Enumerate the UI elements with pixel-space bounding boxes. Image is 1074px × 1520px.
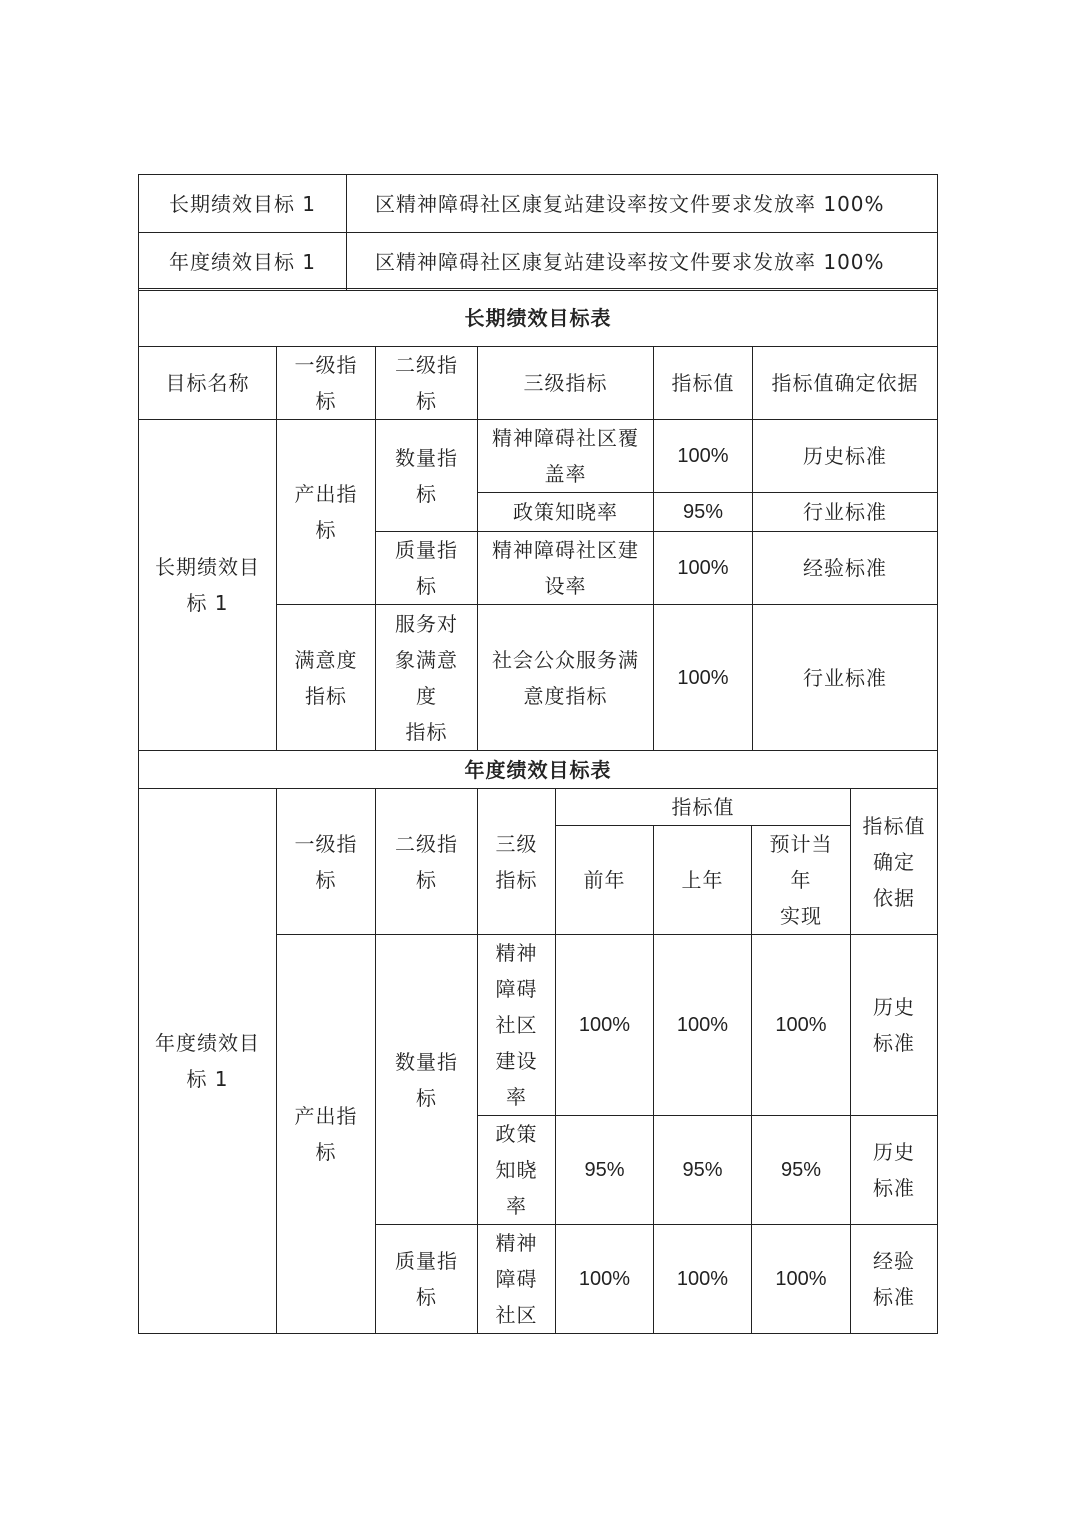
indicator: 精神障碍社区覆 盖率 — [478, 420, 654, 493]
level2-quality: 质量指 标 — [376, 532, 478, 605]
prev-year-value: 100% — [556, 935, 654, 1116]
table-row — [139, 233, 938, 291]
header-last-year: 上年 — [654, 826, 752, 935]
expected-value: 95% — [752, 1116, 851, 1225]
header-level3: 三级 指标 — [478, 789, 556, 935]
goal-summary-table — [138, 174, 938, 291]
annual-goal-value: 区精神障碍社区康复站建设率按文件要求发放率 100% — [347, 233, 938, 291]
last-year-value: 100% — [654, 935, 752, 1116]
indicator-basis: 历史 标准 — [851, 1116, 938, 1225]
indicator: 精神障碍社区建 设率 — [478, 532, 654, 605]
prev-year-value: 95% — [556, 1116, 654, 1225]
last-year-value: 100% — [654, 1225, 752, 1334]
indicator: 精神 障碍 社区 — [478, 1225, 556, 1334]
indicator-basis: 经验 标准 — [851, 1225, 938, 1334]
long-term-goal-value: 区精神障碍社区康复站建设率按文件要求发放率 100% — [347, 175, 938, 233]
indicator-value: 100% — [654, 420, 753, 493]
indicator: 政策知晓率 — [478, 493, 654, 532]
header-value-group: 指标值 — [556, 789, 851, 826]
annual-goal-table — [138, 750, 938, 1334]
indicator-basis: 历史标准 — [753, 420, 938, 493]
header-level1: 一级指 标 — [277, 347, 376, 420]
level1-output: 产出指 标 — [277, 935, 376, 1334]
header-level1: 一级指 标 — [277, 789, 376, 935]
indicator-value: 95% — [654, 493, 753, 532]
long-term-table-title: 长期绩效目标表 — [139, 289, 938, 347]
indicator-basis: 经验标准 — [753, 532, 938, 605]
header-basis: 指标值确定依据 — [753, 347, 938, 420]
header-prev-year: 前年 — [556, 826, 654, 935]
long-term-goal-table — [138, 288, 938, 751]
indicator-value: 100% — [654, 532, 753, 605]
long-term-goal-name: 长期绩效目 标 1 — [139, 420, 277, 751]
level2-quantity: 数量指 标 — [376, 935, 478, 1225]
header-level3: 三级指标 — [478, 347, 654, 420]
level1-satisfaction: 满意度 指标 — [277, 605, 376, 751]
header-level2: 二级指 标 — [376, 789, 478, 935]
level1-output: 产出指 标 — [277, 420, 376, 605]
annual-goal-label: 年度绩效目标 1 — [139, 233, 347, 291]
last-year-value: 95% — [654, 1116, 752, 1225]
level2-quantity: 数量指 标 — [376, 420, 478, 532]
table-header-row — [139, 789, 938, 826]
indicator: 政策 知晓 率 — [478, 1116, 556, 1225]
expected-value: 100% — [752, 1225, 851, 1334]
indicator: 社会公众服务满 意度指标 — [478, 605, 654, 751]
table-header-row — [139, 347, 938, 420]
header-expected: 预计当 年 实现 — [752, 826, 851, 935]
level2-quality: 质量指 标 — [376, 1225, 478, 1334]
annual-goal-name: 年度绩效目 标 1 — [139, 789, 277, 1334]
header-value: 指标值 — [654, 347, 753, 420]
long-term-goal-label: 长期绩效目标 1 — [139, 175, 347, 233]
indicator: 精神 障碍 社区 建设 率 — [478, 935, 556, 1116]
indicator-basis: 历史 标准 — [851, 935, 938, 1116]
prev-year-value: 100% — [556, 1225, 654, 1334]
header-goal-name: 目标名称 — [139, 347, 277, 420]
indicator-value: 100% — [654, 605, 753, 751]
level2-service-satisfaction: 服务对 象满意 度 指标 — [376, 605, 478, 751]
header-level2: 二级指 标 — [376, 347, 478, 420]
annual-table-title: 年度绩效目标表 — [139, 751, 938, 789]
table-row — [139, 420, 938, 493]
header-basis: 指标值 确定 依据 — [851, 789, 938, 935]
indicator-basis: 行业标准 — [753, 605, 938, 751]
expected-value: 100% — [752, 935, 851, 1116]
table-row — [139, 175, 938, 233]
indicator-basis: 行业标准 — [753, 493, 938, 532]
